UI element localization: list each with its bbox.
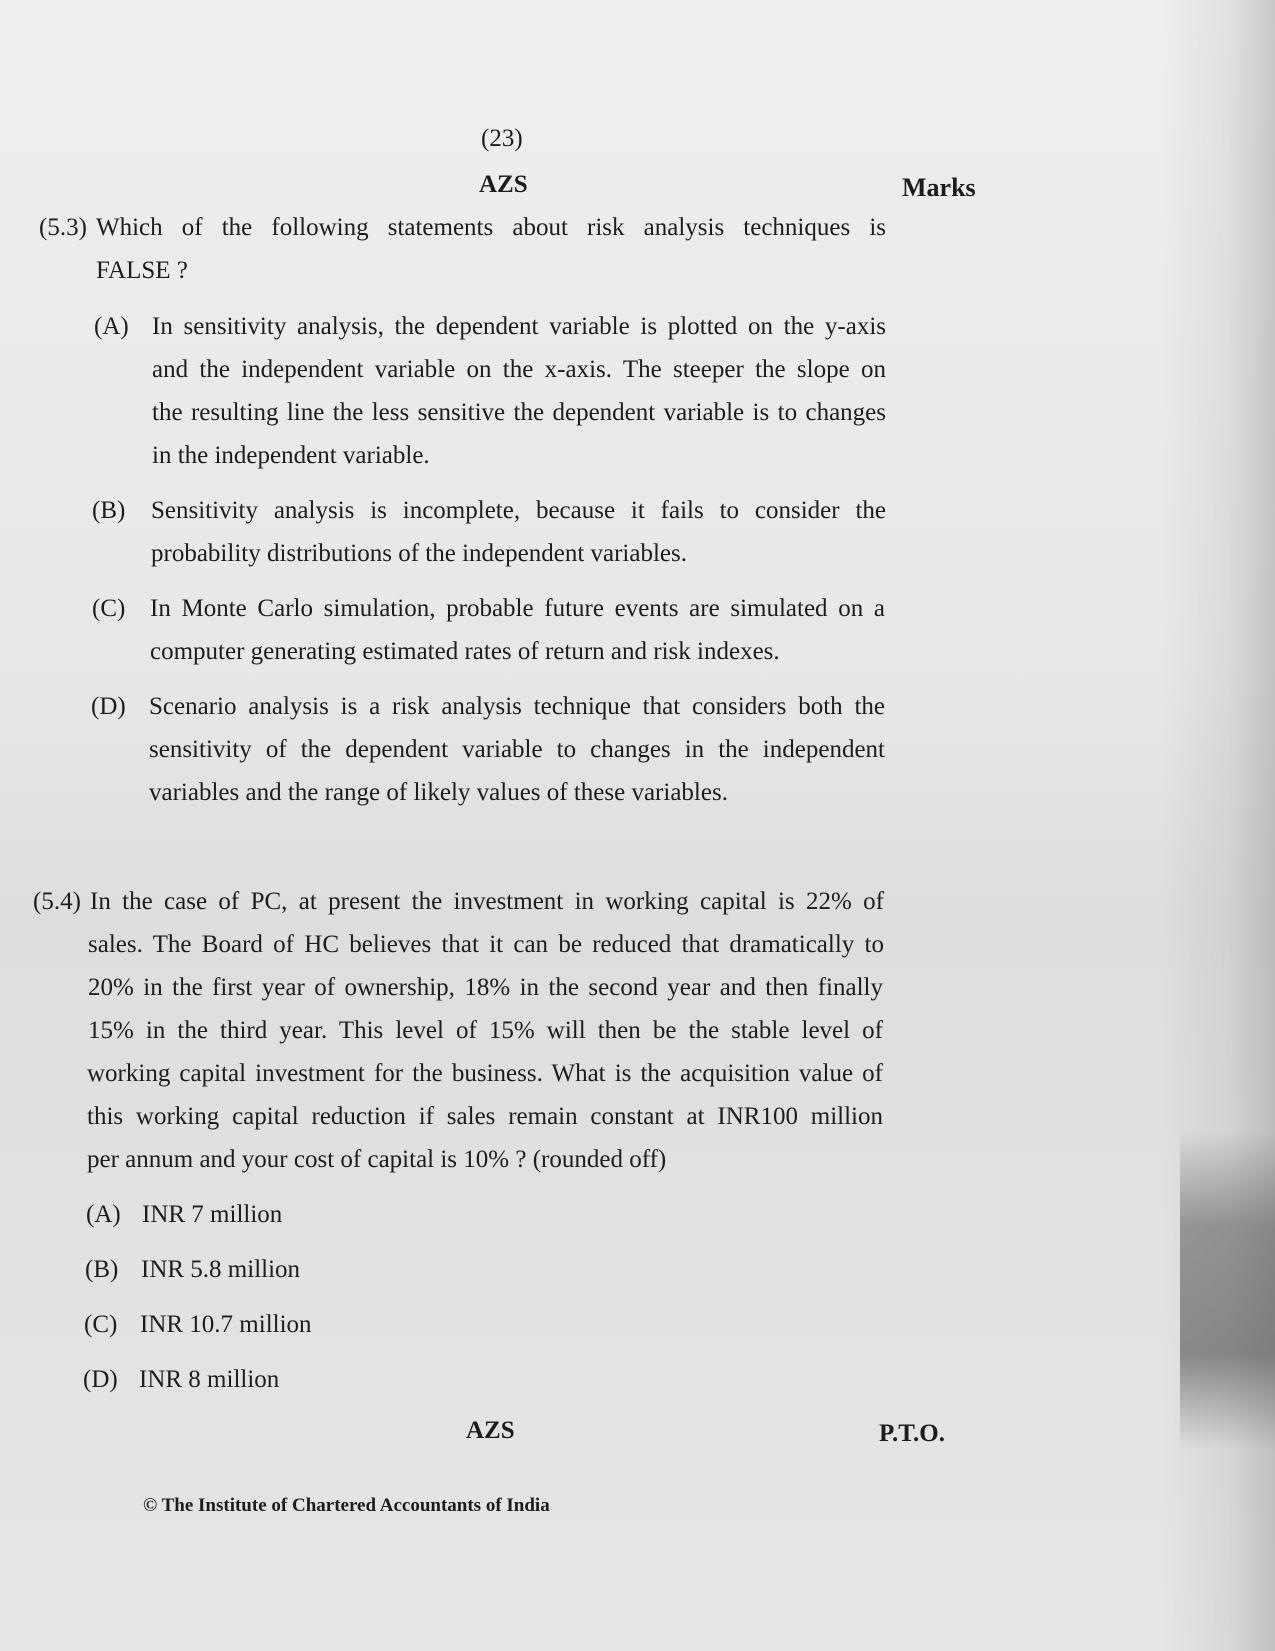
option-text-line: In Monte Carlo simulation, probable future events are simulated on a bbox=[150, 595, 885, 622]
option-text-line: sensitivity of the dependent variable to changes in the independent bbox=[149, 736, 885, 763]
paper-code-footer: AZS bbox=[466, 1417, 515, 1444]
question-text-line: per annum and your cost of capital is 10% ? (rounded off) bbox=[87, 1146, 667, 1173]
marks-heading: Marks bbox=[902, 173, 976, 202]
please-turn-over: P.T.O. bbox=[879, 1420, 945, 1447]
option-label: (A) bbox=[94, 313, 129, 340]
option-label: (C) bbox=[92, 595, 126, 622]
option-text-line: in the independent variable. bbox=[152, 442, 430, 469]
option-text-line: Sensitivity analysis is incomplete, because it fails to consider the bbox=[151, 497, 886, 524]
option-text-line: In sensitivity analysis, the dependent variable is plotted on the y-axis bbox=[152, 313, 886, 340]
option-text-line: the resulting line the less sensitive the dependent variable is to changes bbox=[152, 399, 886, 426]
question-stem-line: Which of the following statements about risk analysis techniques is bbox=[96, 214, 886, 241]
question-number: (5.4) bbox=[33, 888, 81, 915]
paper-code-header: AZS bbox=[479, 171, 528, 198]
option-text-line: computer generating estimated rates of return and risk indexes. bbox=[150, 638, 780, 665]
question-text-line: 20% in the first year of ownership, 18% in the second year and then finally bbox=[88, 974, 883, 1001]
option-label: (B) bbox=[92, 497, 126, 524]
option-label: (D) bbox=[83, 1366, 118, 1393]
question-text-line: this working capital reduction if sales remain constant at INR100 million bbox=[87, 1103, 883, 1130]
option-text: INR 5.8 million bbox=[141, 1256, 301, 1283]
option-text-line: Scenario analysis is a risk analysis technique that considers both the bbox=[149, 693, 885, 720]
option-label: (D) bbox=[91, 693, 126, 720]
option-text-line: and the independent variable on the x-axis. The steeper the slope on bbox=[152, 356, 886, 383]
option-label: (B) bbox=[85, 1256, 119, 1283]
question-text-line: working capital investment for the business. What is the acquisition value of bbox=[87, 1060, 883, 1087]
option-text: INR 8 million bbox=[139, 1366, 280, 1393]
scan-shadow-dark bbox=[1180, 1130, 1275, 1450]
question-text-line: 15% in the third year. This level of 15% will then be the stable level of bbox=[88, 1017, 883, 1044]
option-text-line: variables and the range of likely values of these variables. bbox=[149, 779, 728, 806]
question-number: (5.3) bbox=[39, 214, 87, 241]
copyright-notice: © The Institute of Chartered Accountants of India bbox=[143, 1495, 550, 1516]
question-stem-line: FALSE ? bbox=[96, 257, 188, 284]
option-label: (C) bbox=[84, 1311, 118, 1338]
option-label: (A) bbox=[86, 1201, 121, 1228]
question-text-line: In the case of PC, at present the investment in working capital is 22% of bbox=[90, 888, 884, 915]
option-text: INR 7 million bbox=[142, 1201, 283, 1228]
option-text: INR 10.7 million bbox=[140, 1311, 312, 1338]
page-number: (23) bbox=[481, 125, 523, 152]
option-text-line: probability distributions of the independent variables. bbox=[151, 540, 687, 567]
question-text-line: sales. The Board of HC believes that it can be reduced that dramatically to bbox=[88, 931, 884, 958]
